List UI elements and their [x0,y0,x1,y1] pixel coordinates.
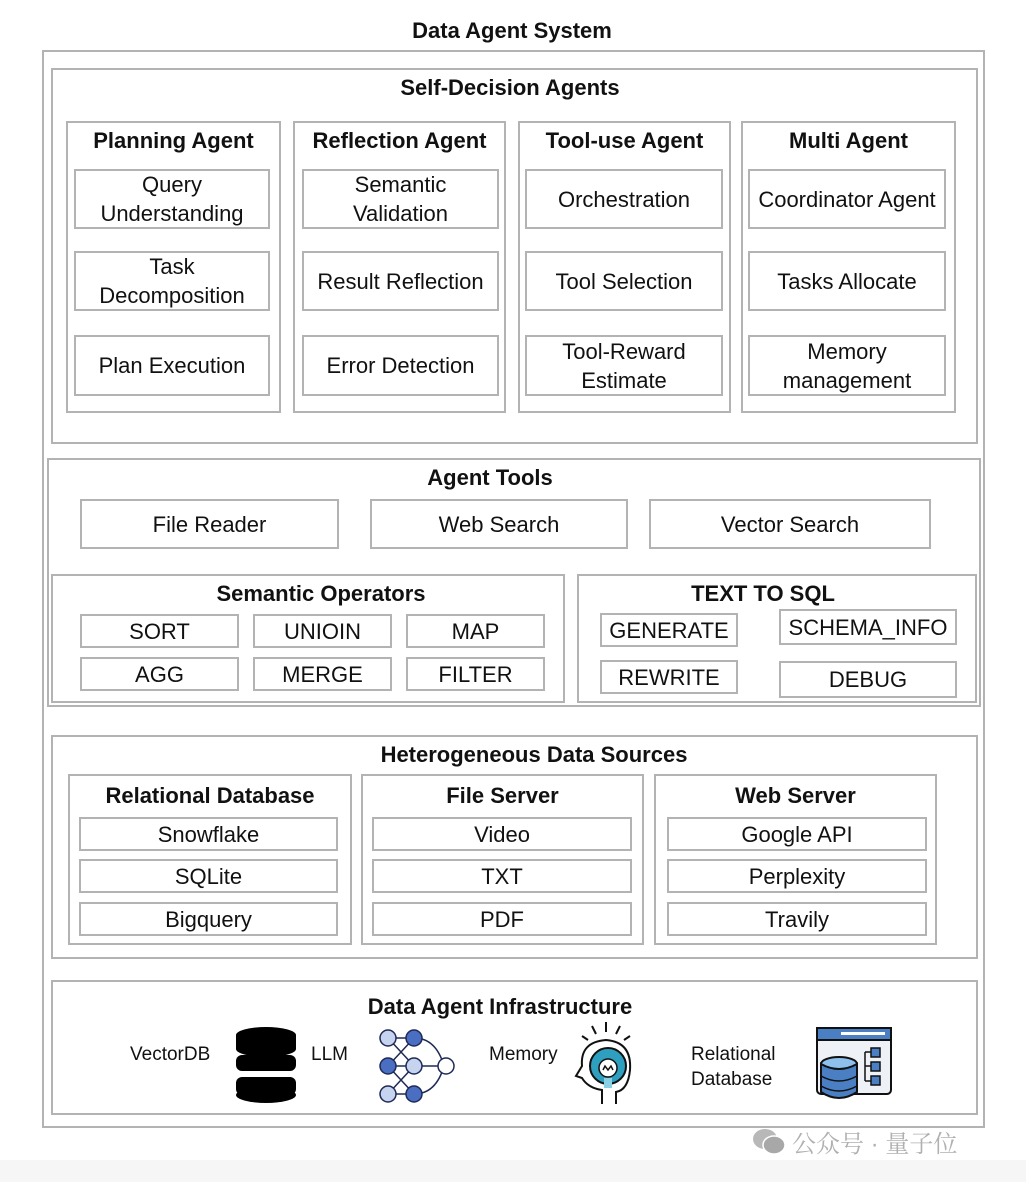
data-source-item: Snowflake [79,817,338,851]
infra-memory-label: Memory [489,1044,558,1065]
data-source-item: Google API [667,817,927,851]
tool-web-search: Web Search [370,499,628,549]
agent-capability: Task Decomposition [74,251,270,311]
sql-generate: GENERATE [600,613,738,647]
wechat-icon [752,1128,786,1156]
infra-vectordb-label: VectorDB [130,1044,211,1065]
agent-capability: Tool Selection [525,251,723,311]
data-source-item: Video [372,817,632,851]
infra-llm-label: LLM [311,1044,348,1065]
group-title: Relational Database [105,783,315,808]
semantic-operator: FILTER [406,657,545,691]
section-title: Self-Decision Agents [400,75,620,100]
data-source-item: Bigquery [79,902,338,936]
section-title: Data Agent Infrastructure [367,994,633,1019]
agent-capability: Memory management [748,335,946,396]
data-source-item: SQLite [79,859,338,893]
sql-debug: DEBUG [779,661,957,698]
group-title: File Server [446,783,559,808]
group-title: Semantic Operators [216,581,426,606]
semantic-operator: AGG [80,657,239,691]
data-source-item: Perplexity [667,859,927,893]
diagram-title: Data Agent System [412,18,612,43]
relational-database-icon [815,1026,895,1104]
group-title: TEXT TO SQL [691,581,835,606]
database-icon [234,1026,298,1104]
watermark-text: 公众号 · 量子位 [792,1131,958,1158]
section-title: Agent Tools [427,465,553,490]
infra-relational-label: Relational Database [691,1044,776,1090]
section-title: Heterogeneous Data Sources [380,742,688,767]
footer-strip [0,1160,1026,1182]
agent-capability: Query Understanding [74,169,270,229]
sql-rewrite: REWRITE [600,660,738,694]
tool-file-reader: File Reader [80,499,339,549]
brain-idea-icon [572,1020,640,1106]
semantic-operator: MERGE [253,657,392,691]
semantic-operator: MAP [406,614,545,648]
agent-title: Planning Agent [93,128,254,153]
semantic-operator: SORT [80,614,239,648]
agent-capability: Tasks Allocate [748,251,946,311]
data-source-item: Travily [667,902,927,936]
agent-capability: Tool-Reward Estimate [525,335,723,396]
neural-network-icon [374,1025,458,1107]
watermark [752,1124,957,1159]
group-title: Web Server [735,783,856,808]
agent-capability: Result Reflection [302,251,499,311]
semantic-operator: UNIOIN [253,614,392,648]
agent-title: Reflection Agent [312,128,487,153]
agent-capability: Coordinator Agent [748,169,946,229]
agent-title: Tool-use Agent [545,128,704,153]
sql-schema-info: SCHEMA_INFO [779,609,957,645]
tool-vector-search: Vector Search [649,499,931,549]
agent-title: Multi Agent [789,128,908,153]
agent-capability: Semantic Validation [302,169,499,229]
agent-capability: Error Detection [302,335,499,396]
data-source-item: TXT [372,859,632,893]
agent-capability: Orchestration [525,169,723,229]
data-source-item: PDF [372,902,632,936]
agent-capability: Plan Execution [74,335,270,396]
